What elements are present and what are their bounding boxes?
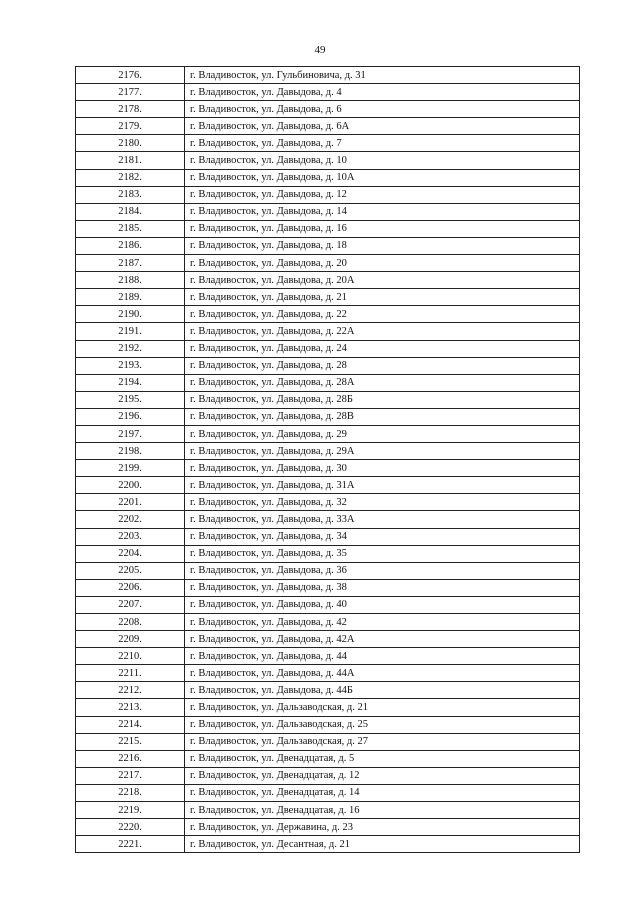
row-number-cell: 2205. bbox=[76, 562, 185, 579]
row-number-cell: 2187. bbox=[76, 255, 185, 272]
page-number: 49 bbox=[314, 44, 326, 56]
table-row bbox=[76, 562, 580, 579]
table-row bbox=[76, 699, 580, 716]
address-cell: г. Владивосток, ул. Давыдова, д. 7 bbox=[185, 135, 580, 152]
address-cell: г. Владивосток, ул. Давыдова, д. 6А bbox=[185, 118, 580, 135]
address-cell: г. Владивосток, ул. Давыдова, д. 21 bbox=[185, 289, 580, 306]
row-number-cell: 2221. bbox=[76, 836, 185, 853]
row-number-cell: 2189. bbox=[76, 289, 185, 306]
row-number-cell: 2210. bbox=[76, 648, 185, 665]
row-number-cell: 2191. bbox=[76, 323, 185, 340]
address-cell: г. Владивосток, ул. Давыдова, д. 12 bbox=[185, 186, 580, 203]
table-row bbox=[76, 545, 580, 562]
row-number-cell: 2209. bbox=[76, 631, 185, 648]
row-number-cell: 2203. bbox=[76, 528, 185, 545]
row-number-cell: 2200. bbox=[76, 477, 185, 494]
row-number-cell: 2196. bbox=[76, 408, 185, 425]
table-row bbox=[76, 203, 580, 220]
table-row bbox=[76, 494, 580, 511]
table-row bbox=[76, 477, 580, 494]
address-cell: г. Владивосток, ул. Давыдова, д. 42 bbox=[185, 614, 580, 631]
table-row bbox=[76, 169, 580, 186]
row-number-cell: 2217. bbox=[76, 767, 185, 784]
row-number-cell: 2186. bbox=[76, 237, 185, 254]
row-number-cell: 2184. bbox=[76, 203, 185, 220]
row-number-cell: 2207. bbox=[76, 596, 185, 613]
address-cell: г. Владивосток, ул. Двенадцатая, д. 12 bbox=[185, 767, 580, 784]
table-row bbox=[76, 819, 580, 836]
table-row bbox=[76, 67, 580, 84]
address-cell: г. Владивосток, ул. Давыдова, д. 20 bbox=[185, 255, 580, 272]
table-row bbox=[76, 84, 580, 101]
address-cell: г. Владивосток, ул. Давыдова, д. 6 bbox=[185, 101, 580, 118]
address-cell: г. Владивосток, ул. Давыдова, д. 31А bbox=[185, 477, 580, 494]
address-cell: г. Владивосток, ул. Давыдова, д. 24 bbox=[185, 340, 580, 357]
table-row bbox=[76, 357, 580, 374]
address-cell: г. Владивосток, ул. Давыдова, д. 33А bbox=[185, 511, 580, 528]
address-cell: г. Владивосток, ул. Давыдова, д. 29А bbox=[185, 443, 580, 460]
address-cell: г. Владивосток, ул. Дальзаводская, д. 27 bbox=[185, 733, 580, 750]
address-cell: г. Владивосток, ул. Двенадцатая, д. 5 bbox=[185, 750, 580, 767]
row-number-cell: 2206. bbox=[76, 579, 185, 596]
row-number-cell: 2188. bbox=[76, 272, 185, 289]
address-cell: г. Владивосток, ул. Двенадцатая, д. 16 bbox=[185, 802, 580, 819]
address-cell: г. Владивосток, ул. Давыдова, д. 18 bbox=[185, 237, 580, 254]
row-number-cell: 2185. bbox=[76, 220, 185, 237]
address-cell: г. Владивосток, ул. Давыдова, д. 35 bbox=[185, 545, 580, 562]
table-row bbox=[76, 289, 580, 306]
table-row bbox=[76, 528, 580, 545]
address-cell: г. Владивосток, ул. Давыдова, д. 29 bbox=[185, 425, 580, 442]
address-cell: г. Владивосток, ул. Гульбиновича, д. 31 bbox=[185, 67, 580, 84]
address-table bbox=[75, 66, 580, 853]
row-number-cell: 2220. bbox=[76, 819, 185, 836]
table-row bbox=[76, 340, 580, 357]
table-row bbox=[76, 443, 580, 460]
address-cell: г. Владивосток, ул. Давыдова, д. 28Б bbox=[185, 391, 580, 408]
address-cell: г. Владивосток, ул. Давыдова, д. 10 bbox=[185, 152, 580, 169]
table-row bbox=[76, 579, 580, 596]
row-number-cell: 2213. bbox=[76, 699, 185, 716]
address-cell: г. Владивосток, ул. Давыдова, д. 20А bbox=[185, 272, 580, 289]
row-number-cell: 2198. bbox=[76, 443, 185, 460]
address-cell: г. Владивосток, ул. Давыдова, д. 28А bbox=[185, 374, 580, 391]
address-cell: г. Владивосток, ул. Давыдова, д. 44А bbox=[185, 665, 580, 682]
address-cell: г. Владивосток, ул. Десантная, д. 21 bbox=[185, 836, 580, 853]
table-row bbox=[76, 614, 580, 631]
table-row bbox=[76, 836, 580, 853]
row-number-cell: 2212. bbox=[76, 682, 185, 699]
table-row bbox=[76, 648, 580, 665]
table-row bbox=[76, 135, 580, 152]
table-row bbox=[76, 802, 580, 819]
table-row bbox=[76, 220, 580, 237]
row-number-cell: 2204. bbox=[76, 545, 185, 562]
row-number-cell: 2211. bbox=[76, 665, 185, 682]
table-row bbox=[76, 631, 580, 648]
row-number-cell: 2194. bbox=[76, 374, 185, 391]
table-row bbox=[76, 186, 580, 203]
address-cell: г. Владивосток, ул. Давыдова, д. 38 bbox=[185, 579, 580, 596]
table-row bbox=[76, 374, 580, 391]
table-row bbox=[76, 682, 580, 699]
table-row bbox=[76, 511, 580, 528]
table-row bbox=[76, 665, 580, 682]
row-number-cell: 2214. bbox=[76, 716, 185, 733]
address-cell: г. Владивосток, ул. Давыдова, д. 44 bbox=[185, 648, 580, 665]
address-cell: г. Владивосток, ул. Дальзаводская, д. 21 bbox=[185, 699, 580, 716]
row-number-cell: 2195. bbox=[76, 391, 185, 408]
row-number-cell: 2181. bbox=[76, 152, 185, 169]
row-number-cell: 2183. bbox=[76, 186, 185, 203]
row-number-cell: 2219. bbox=[76, 802, 185, 819]
row-number-cell: 2192. bbox=[76, 340, 185, 357]
row-number-cell: 2182. bbox=[76, 169, 185, 186]
row-number-cell: 2190. bbox=[76, 306, 185, 323]
address-cell: г. Владивосток, ул. Державина, д. 23 bbox=[185, 819, 580, 836]
address-cell: г. Владивосток, ул. Давыдова, д. 14 bbox=[185, 203, 580, 220]
table-row bbox=[76, 767, 580, 784]
address-cell: г. Владивосток, ул. Давыдова, д. 28 bbox=[185, 357, 580, 374]
table-row bbox=[76, 101, 580, 118]
table-row bbox=[76, 784, 580, 801]
address-cell: г. Владивосток, ул. Давыдова, д. 10А bbox=[185, 169, 580, 186]
row-number-cell: 2218. bbox=[76, 784, 185, 801]
address-cell: г. Владивосток, ул. Давыдова, д. 40 bbox=[185, 596, 580, 613]
table-row bbox=[76, 323, 580, 340]
address-cell: г. Владивосток, ул. Давыдова, д. 22 bbox=[185, 306, 580, 323]
address-cell: г. Владивосток, ул. Давыдова, д. 30 bbox=[185, 460, 580, 477]
address-cell: г. Владивосток, ул. Двенадцатая, д. 14 bbox=[185, 784, 580, 801]
address-table-body bbox=[76, 67, 580, 853]
table-row bbox=[76, 255, 580, 272]
address-cell: г. Владивосток, ул. Давыдова, д. 42А bbox=[185, 631, 580, 648]
table-row bbox=[76, 237, 580, 254]
table-row bbox=[76, 460, 580, 477]
address-cell: г. Владивосток, ул. Давыдова, д. 44Б bbox=[185, 682, 580, 699]
row-number-cell: 2199. bbox=[76, 460, 185, 477]
table-row bbox=[76, 118, 580, 135]
row-number-cell: 2178. bbox=[76, 101, 185, 118]
row-number-cell: 2201. bbox=[76, 494, 185, 511]
row-number-cell: 2197. bbox=[76, 425, 185, 442]
row-number-cell: 2216. bbox=[76, 750, 185, 767]
table-row bbox=[76, 733, 580, 750]
row-number-cell: 2179. bbox=[76, 118, 185, 135]
table-row bbox=[76, 408, 580, 425]
row-number-cell: 2202. bbox=[76, 511, 185, 528]
table-row bbox=[76, 425, 580, 442]
address-cell: г. Владивосток, ул. Давыдова, д. 32 bbox=[185, 494, 580, 511]
address-cell: г. Владивосток, ул. Давыдова, д. 28В bbox=[185, 408, 580, 425]
address-cell: г. Владивосток, ул. Давыдова, д. 22А bbox=[185, 323, 580, 340]
address-cell: г. Владивосток, ул. Давыдова, д. 16 bbox=[185, 220, 580, 237]
address-cell: г. Владивосток, ул. Дальзаводская, д. 25 bbox=[185, 716, 580, 733]
table-row bbox=[76, 596, 580, 613]
table-row bbox=[76, 272, 580, 289]
row-number-cell: 2208. bbox=[76, 614, 185, 631]
address-cell: г. Владивосток, ул. Давыдова, д. 34 bbox=[185, 528, 580, 545]
row-number-cell: 2176. bbox=[76, 67, 185, 84]
table-row bbox=[76, 152, 580, 169]
row-number-cell: 2215. bbox=[76, 733, 185, 750]
row-number-cell: 2193. bbox=[76, 357, 185, 374]
address-cell: г. Владивосток, ул. Давыдова, д. 4 bbox=[185, 84, 580, 101]
row-number-cell: 2180. bbox=[76, 135, 185, 152]
address-cell: г. Владивосток, ул. Давыдова, д. 36 bbox=[185, 562, 580, 579]
table-row bbox=[76, 716, 580, 733]
table-row bbox=[76, 306, 580, 323]
table-row bbox=[76, 750, 580, 767]
row-number-cell: 2177. bbox=[76, 84, 185, 101]
table-row bbox=[76, 391, 580, 408]
